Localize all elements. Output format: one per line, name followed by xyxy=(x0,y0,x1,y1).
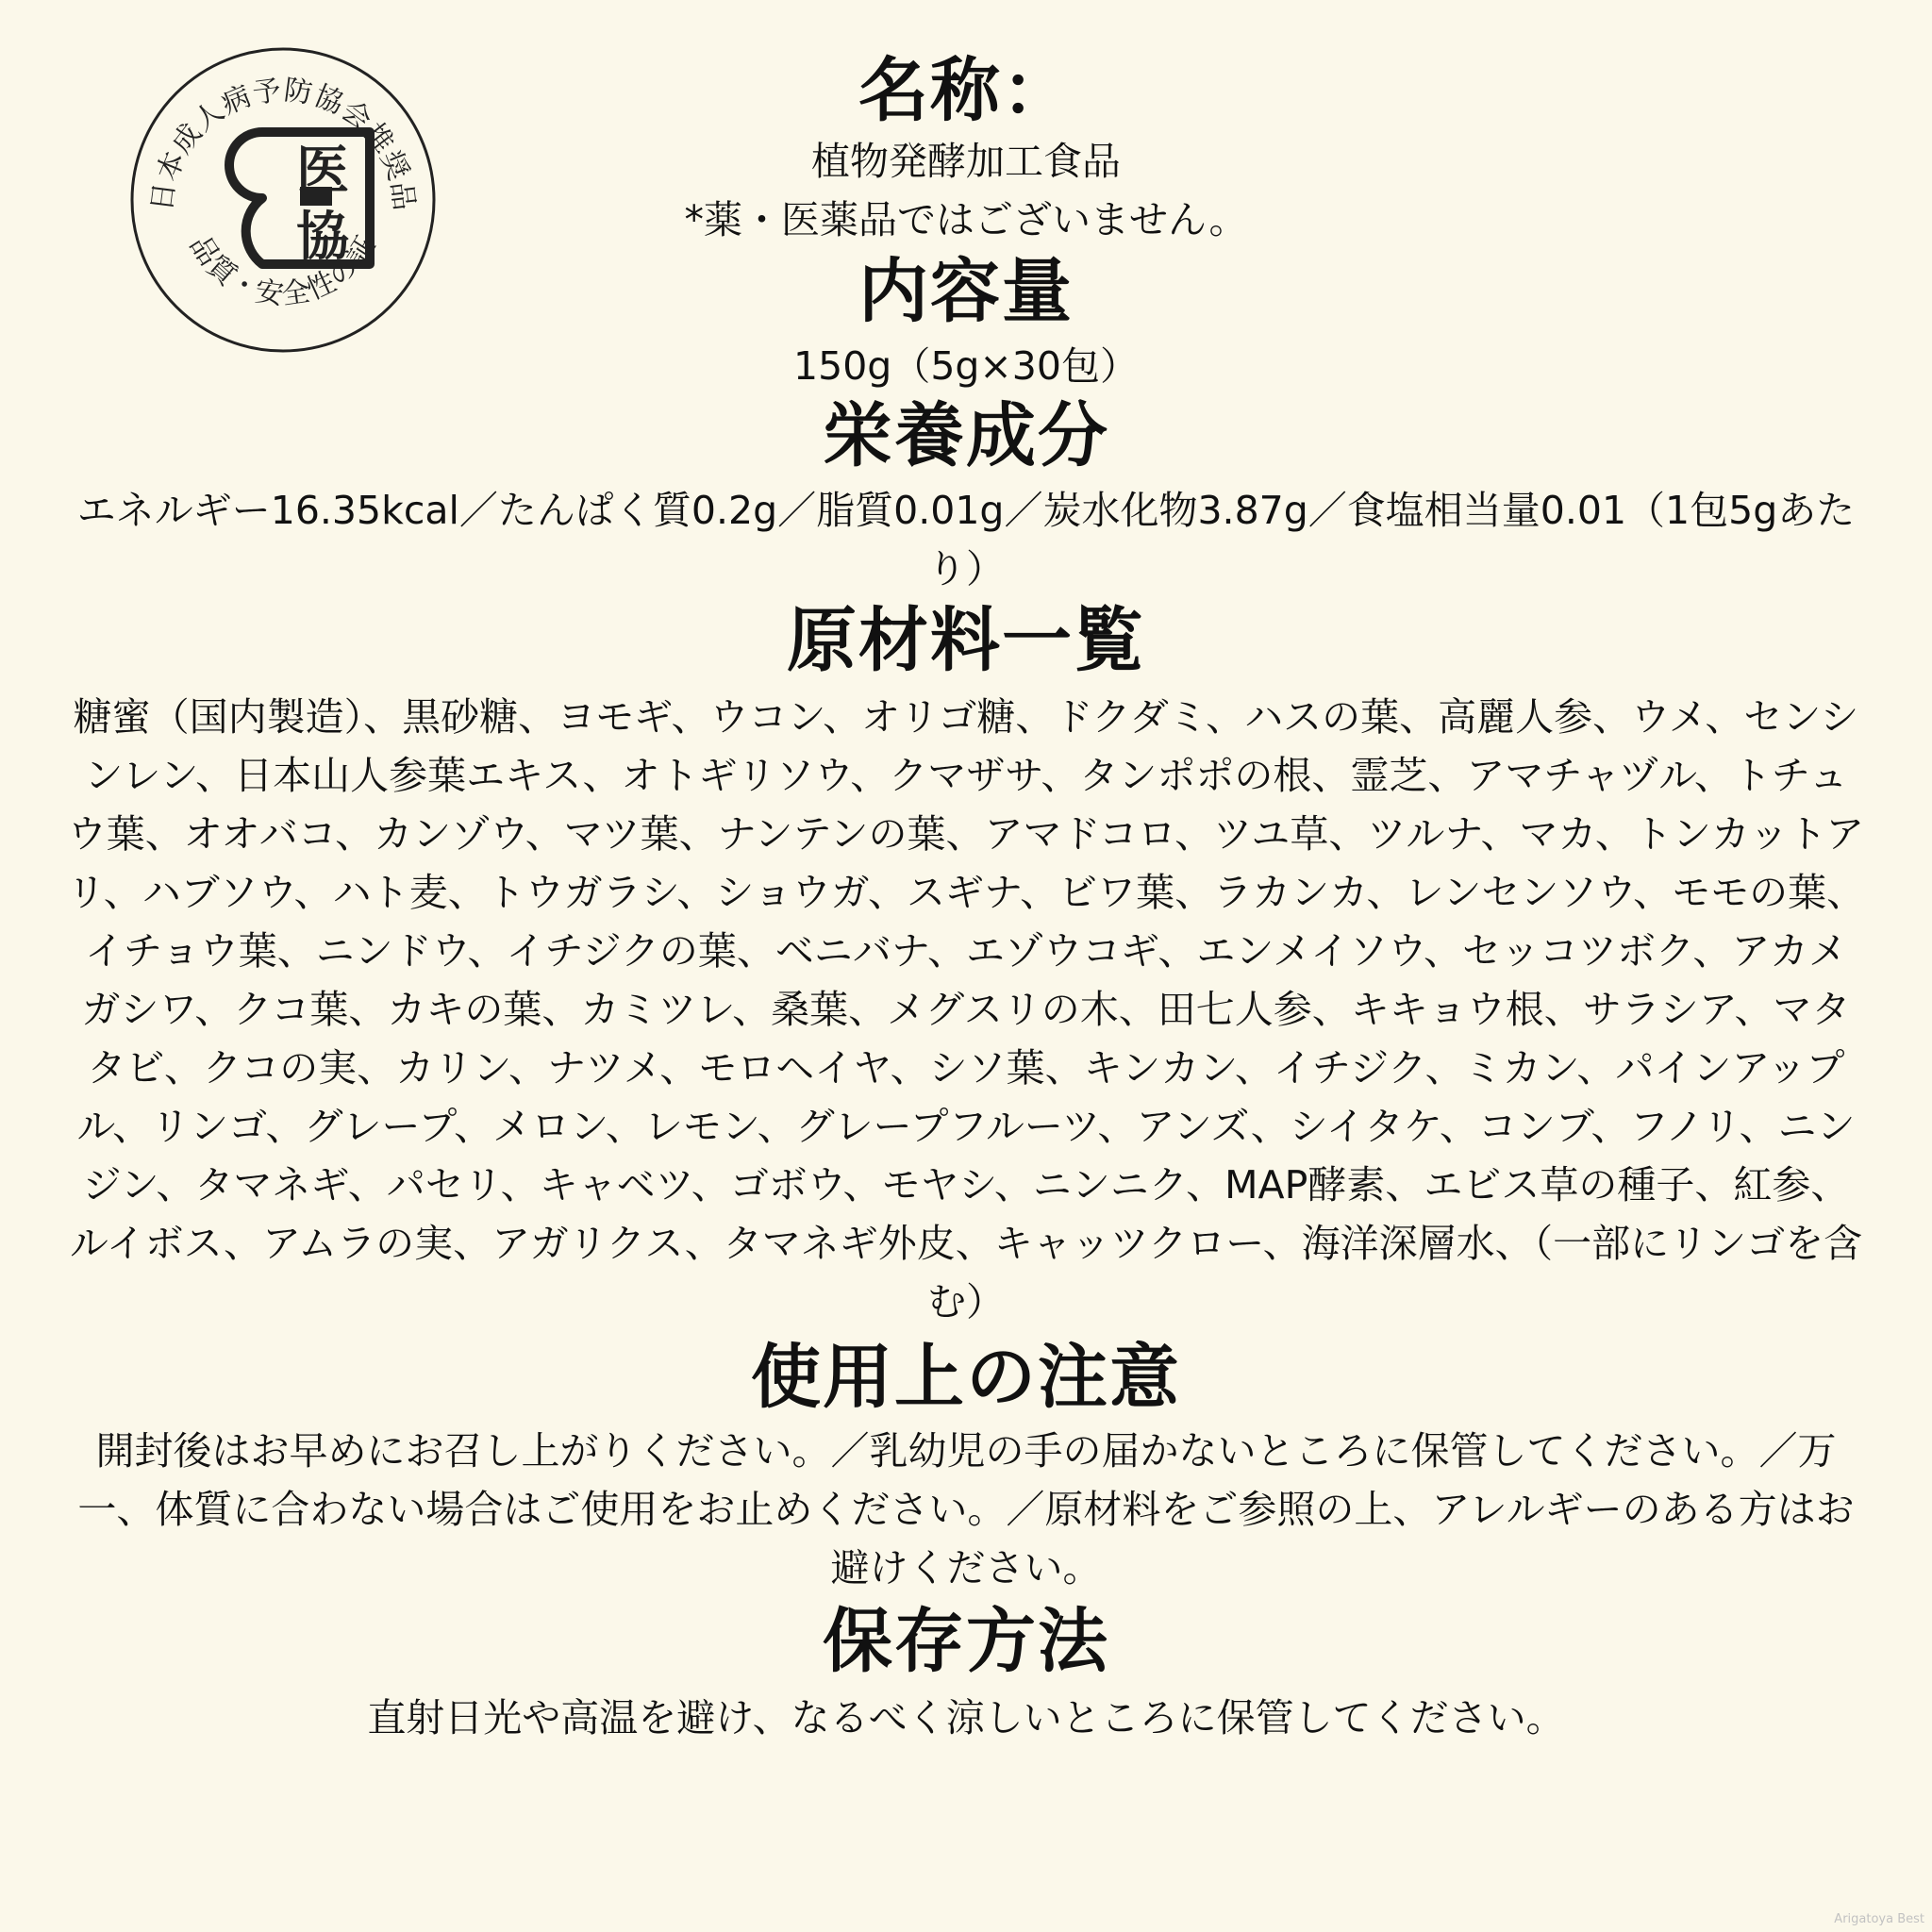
storage-text: 直射日光や高温を避け、なるべく涼しいところに保管してください。 xyxy=(367,1695,1565,1741)
ingredients-heading: 原材料一覧 xyxy=(787,599,1145,681)
nutrition-section xyxy=(66,394,1866,598)
caution-text: 開封後はお早めにお召し上がりください。／乳幼児の手の届かないところに保管してください。／万一、体質に合わない場合はご使用をお止めください。／原材料をご参照の上、アレルギーのある方はお避けください。 xyxy=(77,1428,1855,1591)
name-value: 植物発酵加工食品 xyxy=(811,138,1121,184)
watermark: Arigatoya Best xyxy=(1834,1912,1924,1926)
storage-heading: 保存方法 xyxy=(823,1601,1109,1683)
caution-section xyxy=(66,1336,1866,1598)
volume-section xyxy=(66,250,1866,395)
seal-center-bottom-char: 協 xyxy=(296,207,349,268)
name-heading: 名称： xyxy=(858,50,1074,131)
ingredients-section xyxy=(66,599,1866,1331)
product-info xyxy=(66,52,1866,1747)
caution-heading: 使用上の注意 xyxy=(751,1336,1181,1418)
ingredients-list: 糖蜜（国内製造）、黒砂糖、ヨモギ、ウコン、オリゴ糖、ドクダミ、ハスの葉、高麗人参、ウメ、センシンレン、日本山人参葉エキス、オトギリソウ、クマザサ、タンポポの根、霊芝、アマチャヅル、トチュウ葉、オオバコ、カンゾウ、マツ葉、ナンテンの葉、アマドコロ、ツユ草、ツルナ、マカ、トンカットアリ、ハブソウ、ハト麦、トウガラシ、ショウガ、スギナ、ビワ葉、ラカンカ、レンセンソウ、モモの葉、イチョウ葉、ニンドウ、イチジクの葉、ベニバナ、エゾウコギ、エンメイソウ、セッコツボク、アカメガシワ、クコ葉、カキの葉、カミツレ、桑葉、メグスリの木、田七人参、キキョウ根、サラシア、マタタビ、クコの実、カリン、ナツメ、モロヘイヤ、シソ葉、キンカン、イチジク、ミカン、パインアップル、リンゴ、グレープ、メロン、レモン、グレープフルーツ、アンズ、シイタケ、コンブ、フノリ、ニンジン、タマネギ、パセリ、キャベツ、ゴボウ、モヤシ、ニンニク、MAP酵素、エビス草の種子、紅参、ルイボス、アムラの実、アガリクス、タマネギ外皮、キャッツクロー、海洋深層水、（一部にリンゴを含む） xyxy=(66,693,1866,1324)
seal-center-top-char: 医 xyxy=(296,141,349,202)
nutrition-value: エネルギー16.35kcal／たんぱく質0.2g／脂質0.01g／炭水化物3.87g／食塩相当量0.01（1包5gあたり） xyxy=(76,487,1856,591)
name-section xyxy=(66,52,1866,249)
seal-arc-bottom-text: 品質・安全性の証 xyxy=(182,229,384,312)
seal-arc-top-text: 日本成人病予防協会推奨品 xyxy=(145,74,421,213)
nutrition-heading: 栄養成分 xyxy=(823,394,1109,476)
volume-heading: 内容量 xyxy=(858,250,1074,332)
storage-section xyxy=(66,1603,1866,1747)
name-note: *薬・医薬品ではございません。 xyxy=(684,196,1248,242)
volume-value: 150g（5g×30包） xyxy=(793,342,1139,389)
